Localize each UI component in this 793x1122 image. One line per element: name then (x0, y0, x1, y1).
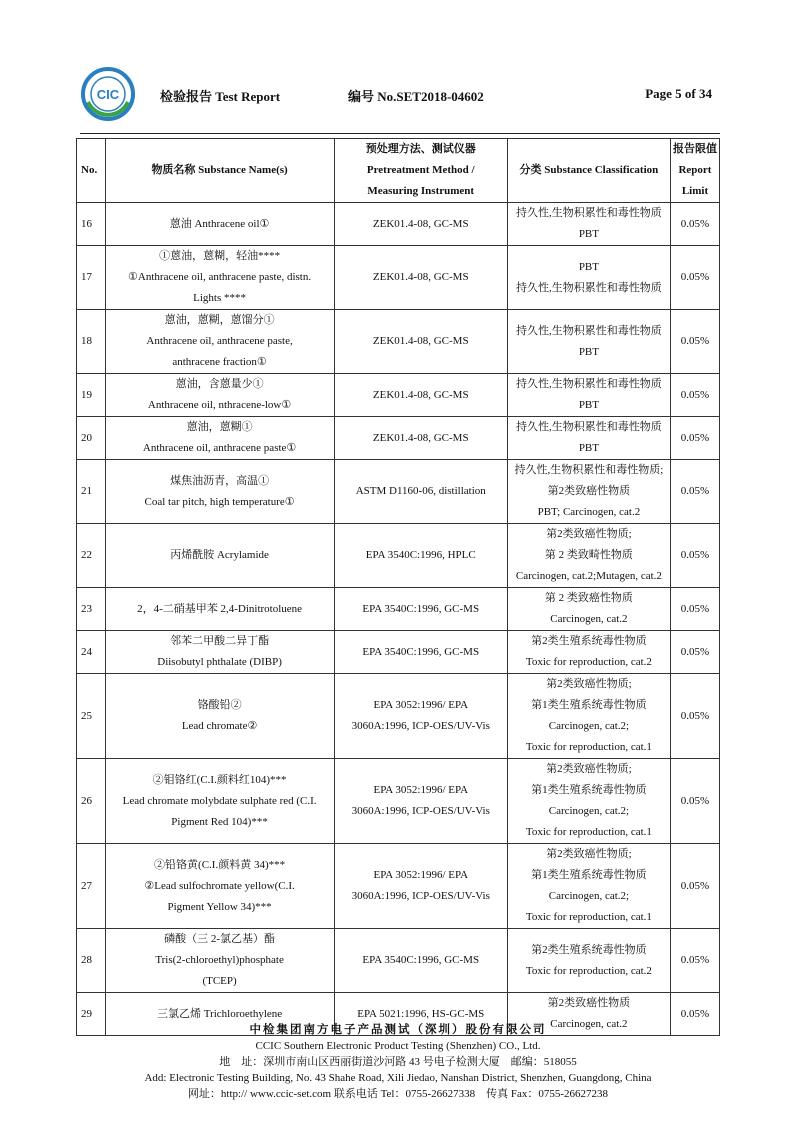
cell-classification-line: Toxic for reproduction, cat.2 (525, 964, 652, 977)
cell-substance-name-line: Anthracene oil, anthracene paste① (142, 442, 297, 454)
cell-substance-name (105, 203, 334, 246)
cell-substance-name-line: 2，4-二硝基甲苯 2,4-Dinitrotoluene (137, 602, 303, 615)
cell-classification-line: Carcinogen, cat.2; (548, 805, 630, 817)
cell-classification-line: Carcinogen, cat.2; (548, 720, 630, 732)
cell-classification-line: PBT (578, 228, 599, 240)
header-limit-line: 报告限值 (672, 143, 717, 155)
cell-classification-line: Carcinogen, cat.2;Mutagen, cat.2 (515, 570, 662, 582)
cell-method-line: EPA 3540C:1996, GC-MS (362, 954, 480, 966)
cell-method-line: EPA 3052:1996/ EPA (373, 784, 469, 796)
table-row (77, 631, 720, 674)
cell-substance-name-line: Lights **** (193, 292, 247, 304)
cell-method (334, 246, 507, 310)
report-number: 编号 No.SET2018-04602 (348, 89, 484, 104)
table-row (77, 203, 720, 246)
cell-substance-name (105, 524, 334, 588)
cell-classification (507, 844, 670, 929)
cell-no: 18 (77, 310, 106, 374)
cell-substance-name-line: 煤焦油沥青，高温① (170, 474, 270, 487)
report-title: 检验报告 Test Report (160, 89, 281, 104)
header-method-line: Measuring Instrument (367, 185, 475, 197)
cell-classification-line: 第2类致癌性物质; (546, 848, 632, 860)
cell-classification-line: 第2类生殖系统毒性物质 (531, 943, 647, 956)
cell-substance-name-line: Anthracene oil, nthracene-low① (147, 399, 292, 411)
logo-text: CIC (96, 87, 120, 102)
cell-method-line: ZEK01.4-08, GC-MS (372, 388, 469, 401)
cell-classification-line: Toxic for reproduction, cat.1 (525, 741, 652, 753)
cell-substance-name-line: Diisobutyl phthalate (DIBP) (157, 656, 282, 668)
cell-limit: 0.05% (670, 844, 719, 929)
cell-no: 22 (77, 524, 106, 588)
cell-substance-name-line: 蒽油，含蒽量少① (175, 378, 264, 390)
cell-classification (507, 374, 670, 417)
cell-substance-name-line: Pigment Yellow 34)*** (167, 900, 272, 913)
cell-method-line: 3060A:1996, ICP-OES/UV-Vis (351, 720, 490, 732)
cell-classification-line: 持久性,生物积累性和毒性物质; (514, 464, 664, 476)
cell-classification-line: 第1类生殖系统毒性物质 (531, 784, 647, 796)
table-body (77, 203, 720, 1036)
cell-substance-name-line: 蒽油 Anthracene oil① (169, 217, 270, 230)
header-limit (670, 139, 719, 203)
cell-method (334, 759, 507, 844)
cell-no: 17 (77, 246, 106, 310)
cell-substance-name (105, 929, 334, 993)
table-row (77, 310, 720, 374)
cell-classification-line: 第2类致癌性物质; (546, 678, 632, 690)
cell-method-line: 3060A:1996, ICP-OES/UV-Vis (351, 805, 490, 817)
cell-method (334, 460, 507, 524)
table-row (77, 674, 720, 759)
cell-classification (507, 524, 670, 588)
cell-classification-line: 持久性,生物积累性和毒性物质 (516, 324, 662, 337)
header-divider (80, 133, 720, 134)
cell-substance-name (105, 246, 334, 310)
cell-substance-name (105, 374, 334, 417)
table-row (77, 929, 720, 993)
cell-substance-name-line: 蒽油，蒽糊，蒽馏分① (164, 314, 275, 326)
cell-classification (507, 460, 670, 524)
cell-limit: 0.05% (670, 759, 719, 844)
cell-classification (507, 417, 670, 460)
cell-method (334, 524, 507, 588)
cell-classification-line: 第1类生殖系统毒性物质 (531, 869, 647, 881)
table-header-row (77, 139, 720, 203)
cell-no: 26 (77, 759, 106, 844)
cell-limit: 0.05% (670, 460, 719, 524)
cell-limit: 0.05% (670, 524, 719, 588)
cell-method-line: ASTM D1160-06, distillation (355, 485, 486, 497)
footer-address-en: Add: Electronic Testing Building, No. 43 Shahe Road, Xili Jiedao, Nanshan District, Shenzhen, Guangdong, China (144, 1072, 652, 1084)
cell-limit: 0.05% (670, 374, 719, 417)
cell-substance-name-line: Coal tar pitch, high temperature① (144, 495, 295, 508)
cell-method (334, 929, 507, 993)
cell-method-line: EPA 5021:1996, HS-GC-MS (357, 1007, 485, 1020)
cell-classification-line: Carcinogen, cat.2 (550, 613, 628, 625)
cell-method-line: EPA 3052:1996/ EPA (373, 699, 469, 711)
cell-no: 23 (77, 588, 106, 631)
cell-substance-name (105, 460, 334, 524)
cell-method-line: ZEK01.4-08, GC-MS (372, 431, 469, 444)
cell-substance-name-line: 丙烯酰胺 Acrylamide (170, 549, 269, 561)
cell-classification-line: 第2类致癌性物质 (547, 997, 631, 1009)
cell-no: 19 (77, 374, 106, 417)
table-row (77, 759, 720, 844)
cell-method-line: EPA 3540C:1996, GC-MS (362, 602, 480, 615)
cell-limit: 0.05% (670, 310, 719, 374)
cell-method-line: ZEK01.4-08, GC-MS (372, 335, 469, 347)
footer-company-en: CCIC Southern Electronic Product Testing (Shenzhen) CO., Ltd. (255, 1040, 541, 1052)
cell-substance-name-line: ①Anthracene oil, anthracene paste, distn. (128, 271, 312, 283)
cell-substance-name-line: 邻苯二甲酸二异丁酯 (170, 635, 270, 647)
cell-substance-name (105, 631, 334, 674)
cell-classification-line: Toxic for reproduction, cat.1 (525, 826, 652, 838)
cell-classification-line: 第 2 类致畸性物质 (544, 549, 633, 561)
cell-method (334, 588, 507, 631)
header-classification: 分类 Substance Classification (507, 139, 670, 203)
cell-limit: 0.05% (670, 674, 719, 759)
cell-method (334, 417, 507, 460)
cell-classification (507, 929, 670, 993)
cell-method-line: ZEK01.4-08, GC-MS (372, 271, 469, 283)
header-no: No. (77, 139, 106, 203)
cell-classification-line: 第2类致癌性物质; (546, 528, 632, 540)
cell-method-line: ZEK01.4-08, GC-MS (372, 217, 469, 230)
footer-contact: 网址：http:// www.ccic-set.com 联系电话 Tel：0755-26627338 传真 Fax：0755-26627238 (187, 1088, 609, 1100)
header-limit-line: Limit (681, 185, 709, 197)
cell-no: 28 (77, 929, 106, 993)
footer-company-cn: 中检集团南方电子产品测试（深圳）股份有限公司 (249, 1024, 547, 1036)
cell-method-line: 3060A:1996, ICP-OES/UV-Vis (351, 890, 490, 902)
cell-method-line: EPA 3052:1996/ EPA (373, 869, 469, 881)
cell-substance-name-line: anthracene fraction① (172, 356, 267, 368)
cell-no: 25 (77, 674, 106, 759)
cell-substance-name (105, 588, 334, 631)
cell-substance-name-line: 磷酸（三 2-氯乙基）酯 (164, 933, 276, 945)
cell-no: 24 (77, 631, 106, 674)
cell-classification-line: 第 2 类致癌性物质 (544, 592, 633, 604)
cell-classification (507, 674, 670, 759)
cell-classification-line: PBT (578, 399, 599, 411)
cell-classification-line: 第2类生殖系统毒性物质 (531, 635, 647, 647)
cell-no: 20 (77, 417, 106, 460)
cell-substance-name-line: ①蒽油，蒽糊，轻油**** (159, 250, 281, 262)
table-row (77, 246, 720, 310)
cell-classification-line: 第2类致癌性物质; (546, 763, 632, 775)
cell-method-line: EPA 3540C:1996, GC-MS (362, 645, 480, 658)
cell-no: 21 (77, 460, 106, 524)
cell-substance-name-line: Tris(2-chloroethyl)phosphate (155, 954, 284, 966)
cell-substance-name (105, 759, 334, 844)
table-row (77, 417, 720, 460)
cell-substance-name-line: ②铅铬黄(C.I.颜料黄 34)*** (154, 858, 286, 871)
cell-no: 16 (77, 203, 106, 246)
table-row (77, 844, 720, 929)
cell-method (334, 674, 507, 759)
cell-substance-name (105, 417, 334, 460)
cell-limit: 0.05% (670, 203, 719, 246)
cell-substance-name-line: Pigment Red 104)*** (171, 815, 268, 828)
cell-substance-name-line: Lead chromate② (181, 720, 258, 732)
cell-classification-line: 持久性,生物积累性和毒性物质 (516, 378, 662, 390)
cell-classification-line: PBT (578, 260, 599, 273)
table-row (77, 460, 720, 524)
cell-classification-line: PBT (578, 442, 599, 454)
cell-limit: 0.05% (670, 993, 719, 1036)
substance-table (76, 138, 720, 1036)
page-header (80, 66, 720, 126)
cell-classification-line: Toxic for reproduction, cat.1 (525, 911, 652, 923)
cell-limit: 0.05% (670, 588, 719, 631)
cell-classification-line: 第2类致癌性物质 (547, 485, 631, 497)
cell-limit: 0.05% (670, 417, 719, 460)
header-limit-line: Report (678, 164, 712, 176)
ccic-logo (80, 66, 136, 122)
cell-substance-name (105, 844, 334, 929)
cell-method (334, 844, 507, 929)
cell-substance-name (105, 674, 334, 759)
cell-classification (507, 631, 670, 674)
cell-classification-line: 持久性,生物积累性和毒性物质 (516, 421, 662, 433)
header-method (334, 139, 507, 203)
cell-classification (507, 310, 670, 374)
cell-method (334, 374, 507, 417)
cell-method-line: EPA 3540C:1996, HPLC (365, 549, 476, 561)
cell-substance-name-line: 三氯乙烯 Trichloroethylene (156, 1007, 283, 1020)
cell-classification-line: 持久性,生物积累性和毒性物质 (516, 281, 662, 294)
cell-substance-name-line: ②Lead sulfochromate yellow(C.I. (144, 879, 295, 892)
cell-no: 29 (77, 993, 106, 1036)
cell-classification-line: Carcinogen, cat.2 (550, 1018, 628, 1030)
cell-no: 27 (77, 844, 106, 929)
header-method-line: 预处理方法、测试仪器 (365, 143, 476, 155)
cell-classification (507, 203, 670, 246)
cell-substance-name-line: 蒽油，蒽糊① (186, 421, 253, 433)
table-row (77, 588, 720, 631)
cell-method (334, 631, 507, 674)
cell-limit: 0.05% (670, 631, 719, 674)
cell-substance-name-line: 铬酸铅② (197, 699, 242, 711)
table-row (77, 374, 720, 417)
cell-classification-line: PBT; Carcinogen, cat.2 (537, 506, 641, 518)
cell-substance-name (105, 310, 334, 374)
cell-limit: 0.05% (670, 246, 719, 310)
page-footer (76, 1022, 720, 1102)
cell-classification (507, 588, 670, 631)
cell-method (334, 203, 507, 246)
cell-substance-name-line: (TCEP) (202, 975, 237, 987)
cell-method (334, 310, 507, 374)
cell-substance-name-line: Lead chromate molybdate sulphate red (C.I. (122, 794, 317, 807)
page-number: Page 5 of 34 (645, 86, 712, 101)
header-method-line: Pretreatment Method / (366, 164, 475, 176)
cell-substance-name-line: Anthracene oil, anthracene paste, (146, 335, 293, 347)
cell-classification-line: 第1类生殖系统毒性物质 (531, 699, 647, 711)
cell-classification (507, 246, 670, 310)
cell-classification (507, 759, 670, 844)
table-row (77, 524, 720, 588)
cell-classification-line: Toxic for reproduction, cat.2 (525, 656, 652, 668)
header-substance-name: 物质名称 Substance Name(s) (105, 139, 334, 203)
cell-classification-line: PBT (578, 345, 599, 358)
footer-address-cn: 地 址：深圳市南山区西丽街道沙河路 43 号电子检测大厦 邮编：518055 (219, 1056, 577, 1068)
cell-classification-line: Carcinogen, cat.2; (548, 890, 630, 902)
cell-substance-name-line: ②钼铬红(C.I.颜料红104)*** (152, 773, 287, 786)
cell-limit: 0.05% (670, 929, 719, 993)
cell-classification-line: 持久性,生物积累性和毒性物质 (516, 207, 662, 219)
